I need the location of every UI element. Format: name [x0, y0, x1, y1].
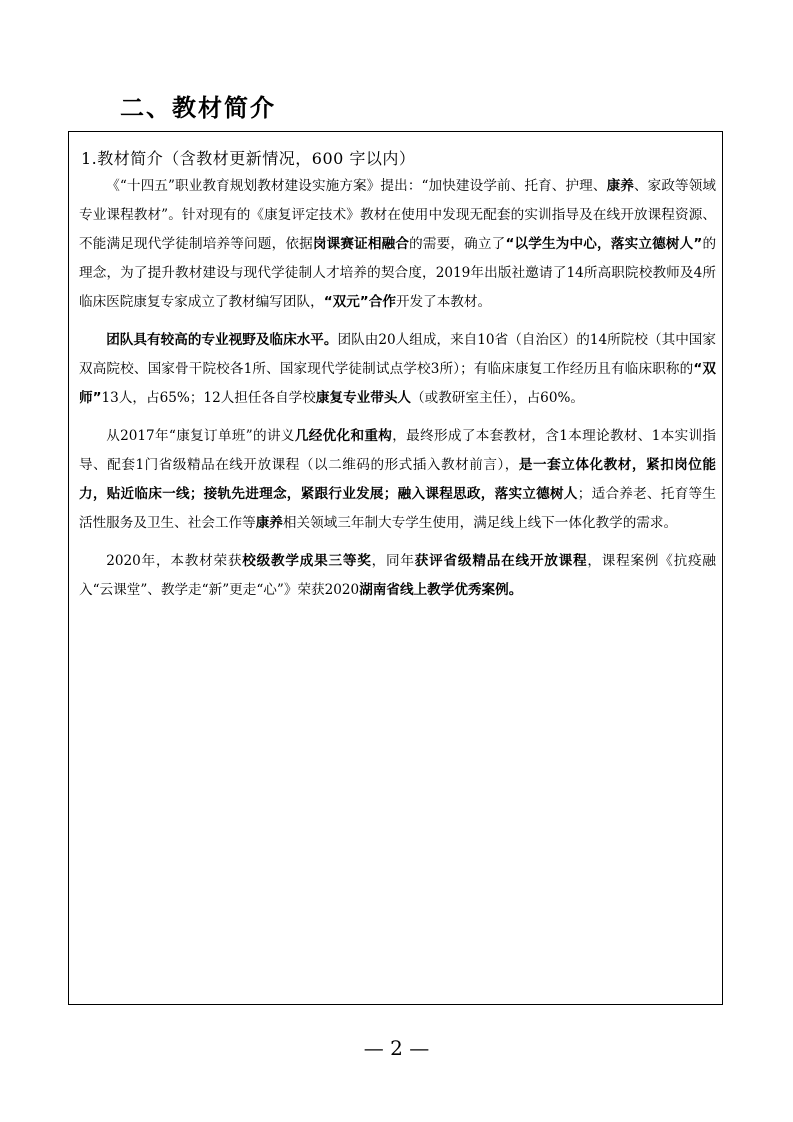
text-run: ，同年	[371, 553, 415, 569]
bold-text: 康复专业带头人	[315, 390, 412, 406]
text-run: ，课程案例《抗疫融入“云课堂”、教学走“新”更走“心”》荣获2020	[79, 553, 716, 598]
bold-text: 获评省级精品在线开放课程	[414, 553, 588, 569]
text-run: 从2017年“康复订单班”的讲义	[106, 428, 295, 444]
paragraph-4	[79, 547, 716, 605]
text-run: （或教研室主任），占60%。	[411, 390, 584, 406]
bold-text: “双元”合作	[323, 294, 396, 310]
bold-text: 康养	[606, 178, 634, 194]
text-run: 团队由20人组成，来自10省（自治区）的14所院校（其中国家双高院校、国家骨干院校各1所、国家现代学徒制试点学校3所）；有临床康复工作经历且有临床职称的	[79, 332, 716, 377]
paragraph-1	[79, 172, 716, 317]
bold-text: 团队具有较高的专业视野及临床水平。	[106, 332, 338, 348]
bold-text: 湖南省线上教学优秀案例。	[359, 582, 523, 598]
content-box	[68, 131, 723, 1005]
section-heading: 二、教材简介	[120, 94, 276, 122]
text-run: ，最终形成了本套教材，含1本理论教材、1本实训指导、配套1门省级精品在线开放课程（以二维码的形式插入教材前言），	[79, 428, 717, 473]
text-run: 2020年，本教材荣获	[106, 553, 243, 569]
text-run: 的需要，确立了	[409, 236, 506, 252]
box-title: 1.教材简介（含教材更新情况，600 字以内）	[81, 149, 416, 168]
bold-text: 岗课赛证相融合	[312, 236, 410, 252]
paragraph-3	[79, 422, 716, 538]
body-text	[79, 172, 716, 614]
text-run: ；适合养老、托育等生活性服务及卫生、社会工作等	[79, 486, 717, 531]
bold-text: “双师”	[79, 361, 716, 406]
bold-text: 几经优化和重构	[294, 428, 393, 444]
paragraph-2	[79, 326, 716, 413]
text-run: 的理念，为了提升教材建设与现代学徒制人才培养的契合度，2019年出版社邀请了14所高职院校教师及4所临床医院康复专家成立了教材编写团队，	[79, 236, 717, 310]
bold-text: “以学生为中心，落实立德树人”	[505, 236, 703, 252]
bold-text: 校级教学成果三等奖	[242, 553, 372, 569]
text-run: 13人，占65%；12人担任各自学校	[101, 390, 316, 406]
bold-text: 是一套立体化教材，紧扣岗位能力，贴近临床一线；接轨先进理念，紧跟行业发展；融入课程思政，落实立德树人	[79, 457, 716, 502]
page-number: — 2 —	[363, 1036, 430, 1060]
text-run: 开发了本教材。	[395, 294, 492, 310]
text-run: 、家政等领域专业课程教材”。针对现有的《康复评定技术》教材在使用中发现无配套的实训指导及在线开放课程资源、不能满足现代学徒制培养等问题，依据	[79, 178, 717, 252]
text-run: 相关领域三年制大专学生使用，满足线上线下一体化教学的需求。	[282, 515, 678, 531]
bold-text: 康养	[255, 515, 283, 531]
text-run: 《“十四五”职业教育规划教材建设实施方案》提出：“加快建设学前、托育、护理、	[106, 178, 607, 194]
